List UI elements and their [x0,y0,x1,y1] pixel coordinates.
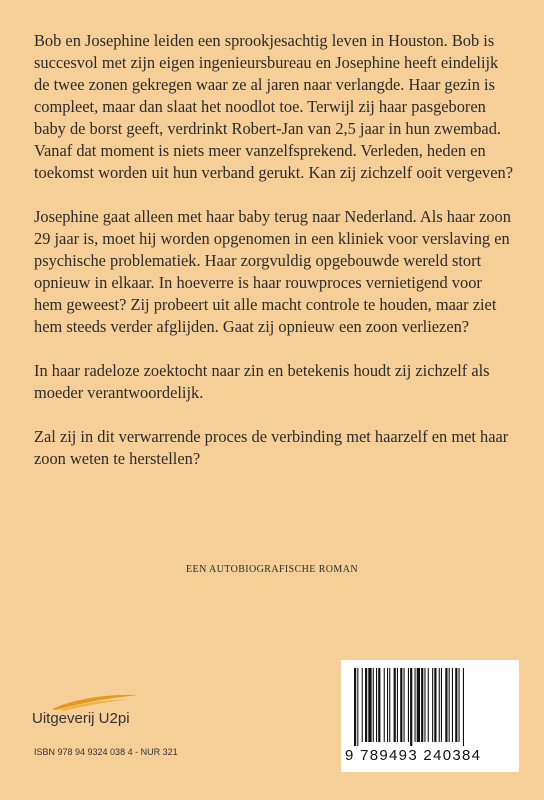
barcode-bar [455,668,457,742]
barcode-bar [445,668,447,742]
barcode-bar [439,668,440,742]
blurb-paragraph-2: Josephine gaat alleen met haar baby terug naar Nederland. Als haar zoon 29 jaar is, moet hij worden opgenomen in een kliniek voor verslaving en psychische problematiek. Haar zorgvuldig opgebouwde wereld stort opnieuw in elkaar. In hoeverre is haar rouwproces vernietigend voor hem geweest? Zij probeert uit alle macht controle te houden, maar ziet hem steeds verder afglijden. Gaat zij opnieuw een zoon verliezen? [34,207,511,336]
barcode-bar [365,668,367,742]
wing-swoosh-icon [50,693,140,711]
barcode-bar [376,668,377,742]
barcode-bar [410,668,412,746]
back-cover-blurb [34,30,514,492]
barcode-bar [362,668,363,742]
barcode-bar [373,668,374,742]
barcode-bar [400,668,402,742]
barcode-bar [424,668,425,742]
barcode-bar [417,668,420,742]
barcode-bar [389,668,390,742]
barcode-digits: 9 789493 240384 [345,747,482,764]
barcode-bar [397,668,398,742]
blurb-paragraph-4: Zal zij in dit verwarrende proces de verbinding met haarzelf en met haar zoon weten te herstellen? [34,427,509,468]
barcode-bars [350,668,510,746]
barcode-bar [428,668,429,742]
barcode-bar [434,668,436,742]
barcode-bar [404,668,405,742]
barcode-bar [378,668,380,742]
barcode-bar [459,668,460,742]
isbn-line: ISBN 978 94 9324 038 4 - NUR 321 [34,747,178,757]
barcode-bar [354,668,356,746]
barcode-bar [368,668,371,742]
barcode-bar [415,668,416,742]
barcode-bar [357,668,358,746]
barcode-bar [449,668,450,742]
barcode-bar [463,668,464,746]
barcode-bar [432,668,433,742]
barcode-bar [394,668,396,742]
genre-subtitle: EEN AUTOBIOGRAFISCHE ROMAN [186,564,358,575]
blurb-paragraph-3: In haar radeloze zoektocht naar zin en betekenis houdt zij zichzelf als moeder verantwoordelijk. [34,361,490,402]
isbn-barcode [341,660,519,772]
publisher-name: Uitgeverij U2pi [32,710,130,727]
barcode-bar [408,668,409,742]
blurb-paragraph-1: Bob en Josephine leiden een sprookjesachtig leven in Houston. Bob is succesvol met zijn eigen ingenieursbureau en Josephine heeft eindelijk de twee zonen gekregen waar ze al jaren naar verlangde. Haar gezin is compleet, maar dan slaat het noodlot toe. Terwijl zij haar pasgeboren baby de borst geeft, verdrinkt Robert-Jan van 2,5 jaar in hun zwembad. Vanaf dat moment is niets meer vanzelfsprekend. Verleden, heden en toekomst worden uit hun verband gerukt. Kan zij zichzelf ooit vergeven? [34,31,513,182]
publisher-logo [32,693,182,733]
barcode-bar [421,668,423,742]
barcode-bar [387,668,388,742]
barcode-bar [384,668,385,742]
barcode-bar [441,668,442,742]
barcode-bar [452,668,453,742]
